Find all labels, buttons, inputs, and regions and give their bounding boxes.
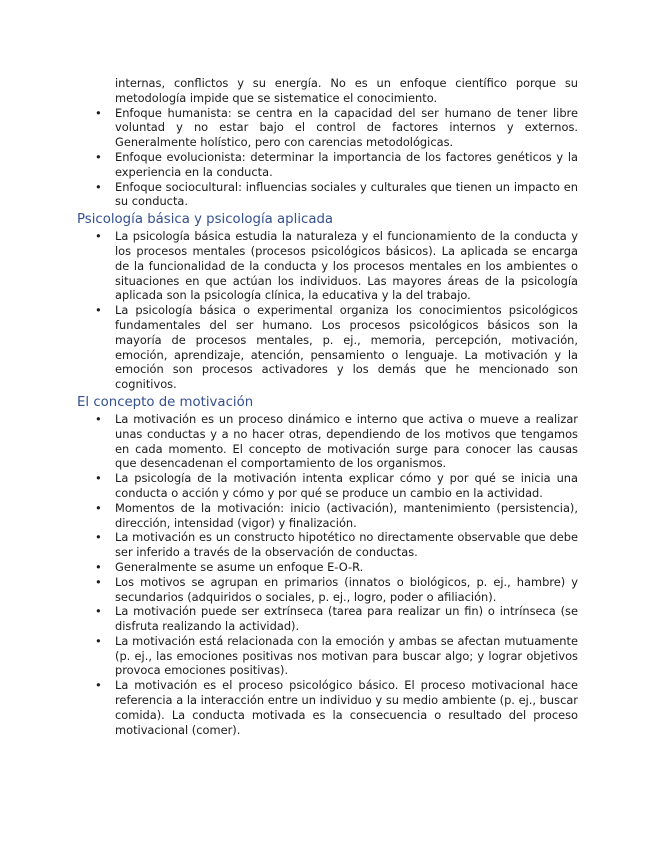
- list-item: [77, 106, 578, 150]
- bullet-icon: •: [95, 105, 102, 120]
- list-item: [77, 604, 578, 634]
- list-item: [77, 229, 578, 303]
- bullet-icon: •: [95, 604, 102, 619]
- enfoques-list: [77, 106, 578, 210]
- list-item: [77, 501, 578, 531]
- document-page: [77, 76, 578, 737]
- list-item-text: La motivación puede ser extrínseca (tarea para realizar un fin) o intrínseca (se disfruta realizando la actividad).: [115, 604, 578, 634]
- list-item: [77, 303, 578, 392]
- motivacion-list: [77, 412, 578, 738]
- list-item-text: Generalmente se asume un enfoque E-O-R.: [115, 559, 364, 574]
- list-item-text: La psicología básica o experimental organiza los conocimientos psicológicos fundamentales del ser humano. Los procesos psicológicos básicos son la mayoría de procesos mentales, p. ej., memoria, percepción, motivación, emoción, aprendizaje, atención, pensamiento o lenguaje. La motivación y la emoción son procesos activadores y los demás que he mencionado son cognitivos.: [115, 303, 578, 392]
- list-item-text: Enfoque humanista: se centra en la capacidad del ser humano de tener libre voluntad y no estar bajo el control de factores internos y externos. Generalmente holístico, pero con carencias metodológicas.: [115, 105, 578, 150]
- bullet-icon: •: [95, 530, 102, 545]
- bullet-icon: •: [95, 149, 102, 164]
- intro-continuation: internas, conflictos y su energía. No es un enfoque científico porque su metodología impide que se sistematice el conocimiento.: [115, 76, 578, 105]
- list-item-text: La motivación es el proceso psicológico básico. El proceso motivacional hace referencia a la interacción entre un individuo y su medio ambiente (p. ej., buscar comida). La conducta motivada es la consecuencia o resultado del proceso motivacional (comer).: [115, 678, 578, 737]
- list-item-text: Enfoque sociocultural: influencias sociales y culturales que tienen un impacto en su conducta.: [115, 179, 578, 209]
- list-item: [77, 560, 578, 575]
- section-heading-basica: Psicología básica y psicología aplicada: [77, 212, 334, 228]
- bullet-icon: •: [95, 471, 102, 486]
- list-item: [77, 634, 578, 678]
- bullet-icon: •: [95, 559, 102, 574]
- list-item: [77, 150, 578, 180]
- list-item: [77, 530, 578, 560]
- list-item-text: La motivación es un constructo hipotético no directamente observable que debe ser inferido a través de la observación de conductas.: [115, 530, 578, 560]
- bullet-icon: •: [95, 229, 102, 244]
- section-heading-motivacion: El concepto de motivación: [77, 394, 254, 410]
- list-item-text: La motivación es un proceso dinámico e interno que activa o mueve a realizar unas conductas y a no hacer otras, dependiendo de los motivos que tengamos en cada momento. El concepto de motivación surge para conocer las causas que desencadenan el comportamiento de los organismos.: [115, 411, 578, 471]
- list-item-text: Momentos de la motivación: inicio (activación), mantenimiento (persistencia), dirección, intensidad (vigor) y finalización.: [115, 500, 578, 530]
- list-item: [77, 575, 578, 605]
- list-item-text: Enfoque evolucionista: determinar la importancia de los factores genéticos y la experiencia en la conducta.: [115, 149, 578, 179]
- list-item-text: Los motivos se agrupan en primarios (innatos o biológicos, p. ej., hambre) y secundarios (adquiridos o sociales, p. ej., logro, poder o afiliación).: [115, 574, 578, 604]
- bullet-icon: •: [95, 678, 102, 693]
- bullet-icon: •: [95, 633, 102, 648]
- list-item-text: La psicología básica estudia la naturaleza y el funcionamiento de la conducta y los procesos mentales (procesos psicológicos básicos). La aplicada se encarga de la funcionalidad de la conducta y los procesos mentales en los ambientes o situaciones en que actúan los individuos. Las mayores áreas de la psicología aplicada son la psicología clínica, la educativa y la del trabajo.: [115, 229, 578, 303]
- bullet-icon: •: [95, 179, 102, 194]
- bullet-icon: •: [95, 574, 102, 589]
- bullet-icon: •: [95, 303, 102, 318]
- bullet-icon: •: [95, 500, 102, 515]
- basica-list: [77, 229, 578, 392]
- list-item: [77, 180, 578, 210]
- list-item: [77, 471, 578, 501]
- list-item-text: La motivación está relacionada con la emoción y ambas se afectan mutuamente (p. ej., las emociones positivas nos motivan para buscar algo; y lograr objetivos provoca emociones positivas).: [115, 633, 578, 678]
- list-item: [77, 412, 578, 471]
- list-item-text: La psicología de la motivación intenta explicar cómo y por qué se inicia una conducta o acción y cómo y por qué se produce un cambio en la actividad.: [115, 471, 578, 500]
- list-item: [77, 678, 578, 737]
- bullet-icon: •: [95, 411, 102, 426]
